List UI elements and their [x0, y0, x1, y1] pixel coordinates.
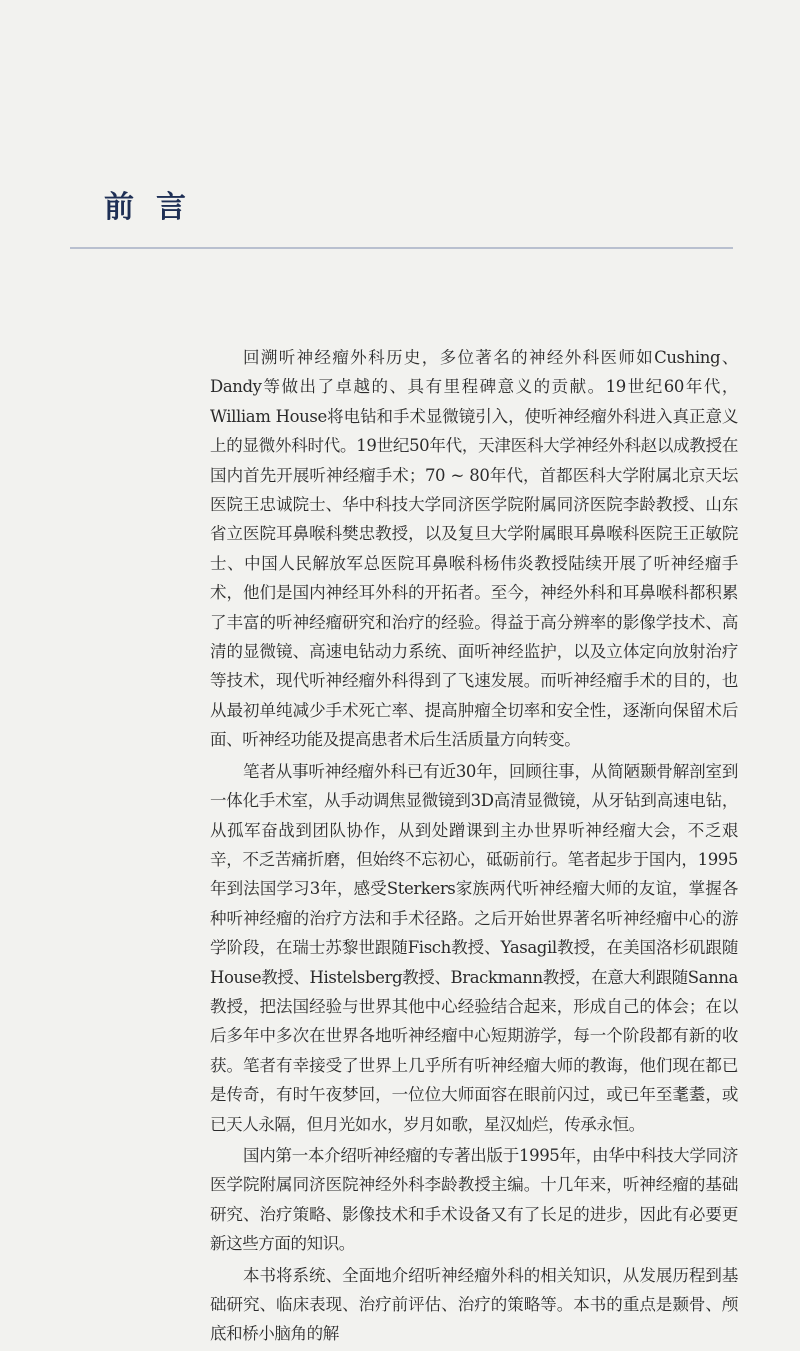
- paragraph: 笔者从事听神经瘤外科已有近30年，回顾往事，从简陋颞骨解剖室到一体化手术室，从手动调焦显微镜到3D高清显微镜，从牙钻到高速电钻，从孤军奋战到团队协作，从到处蹭课到主办世界听神经瘤大会，不乏艰辛，不乏苦痛折磨，但始终不忘初心，砥砺前行。笔者起步于国内，1995年到法国学习3年，感受Sterkers家族两代听神经瘤大师的友谊，掌握各种听神经瘤的治疗方法和手术径路。之后开始世界著名听神经瘤中心的游学阶段，在瑞士苏黎世跟随Fisch教授、Yasagil教授，在美国洛杉矶跟随House教授、Histelsberg教授、Brackmann教授，在意大利跟随Sanna教授，把法国经验与世界其他中心经验结合起来，形成自己的体会；在以后多年中多次在世界各地听神经瘤中心短期游学，每一个阶段都有新的收获。笔者有幸接受了世界上几乎所有听神经瘤大师的教诲，他们现在都已是传奇，有时午夜梦回，一位位大师面容在眼前闪过，或已年至耄耋，或已天人永隔，但月光如水，岁月如歌，星汉灿烂，传承永恒。: [210, 761, 738, 1134]
- paragraph: 本书将系统、全面地介绍听神经瘤外科的相关知识，从发展历程到基础研究、临床表现、治疗前评估、治疗的策略等。本书的重点是颞骨、颅底和桥小脑角的解: [210, 1265, 738, 1344]
- paragraph: 国内第一本介绍听神经瘤的专著出版于1995年，由华中科技大学同济医学院附属同济医院神经外科李龄教授主编。十几年来，听神经瘤的基础研究、治疗策略、影像技术和手术设备又有了长足的进步，因此有必要更新这些方面的知识。: [210, 1145, 738, 1254]
- chapter-heading: 前言: [104, 190, 208, 225]
- paragraph: 回溯听神经瘤外科历史，多位著名的神经外科医师如Cushing、Dandy等做出了卓越的、具有里程碑意义的贡献。19世纪60年代，William House将电钻和手术显微镜引入，使听神经瘤外科进入真正意义上的显微外科时代。19世纪50年代，天津医科大学神经外科赵以成教授在国内首先开展听神经瘤手术；70 ~ 80年代，首都医科大学附属北京天坛医院王忠诚院士、华中科技大学同济医学院附属同济医院李龄教授、山东省立医院耳鼻喉科樊忠教授，以及复旦大学附属眼耳鼻喉科医院王正敏院士、中国人民解放军总医院耳鼻喉科杨伟炎教授陆续开展了听神经瘤手术，他们是国内神经耳外科的开拓者。至今，神经外科和耳鼻喉科都积累了丰富的听神经瘤研究和治疗的经验。得益于高分辨率的影像学技术、高清的显微镜、高速电钻动力系统、面听神经监护，以及立体定向放射治疗等技术，现代听神经瘤外科得到了飞速发展。而听神经瘤手术的目的，也从最初单纯减少手术死亡率、提高肿瘤全切率和安全性，逐渐向保留术后面、听神经功能及提高患者术后生活质量方向转变。: [210, 348, 738, 750]
- heading-divider: [70, 247, 733, 249]
